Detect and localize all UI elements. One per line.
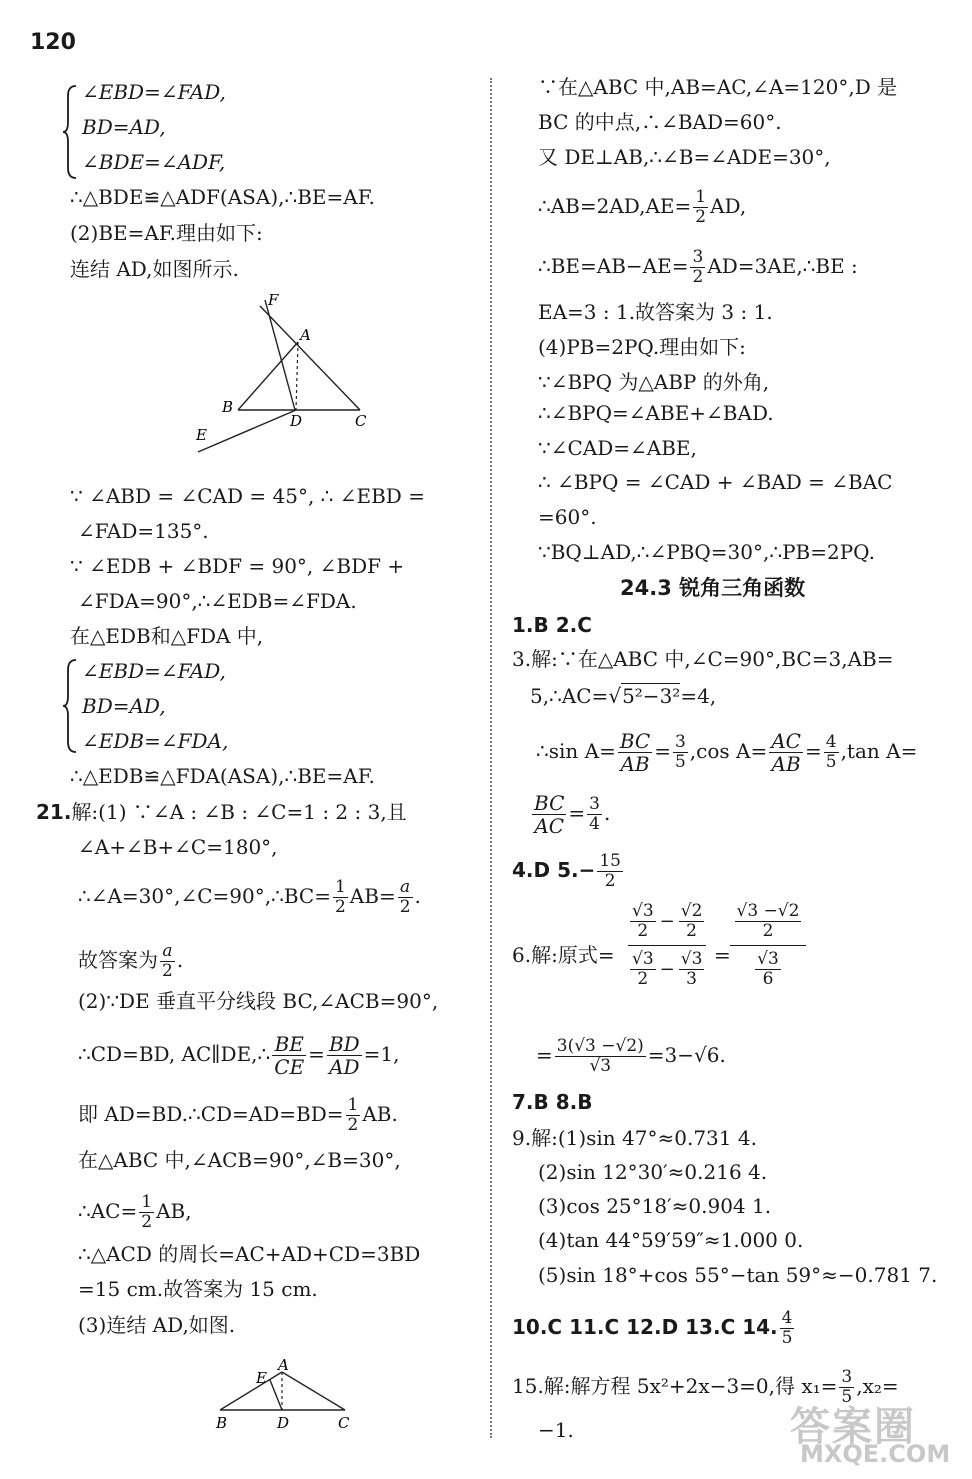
r-line6: EA=3 : 1.故答案为 3 : 1. [538,300,773,324]
frac-bc-ab: $\frac{BC}{AB}$ [619,729,651,776]
frac-q6-final: $\frac{3(√3 -√2)}{√3}$ [556,1036,644,1076]
frac-three-halves: $\frac{3}{2}$ [692,247,704,287]
r-line5: ∴BE=AB−AE= $\frac{3}{2}$ AD=3AE,∴BE : [538,247,858,287]
frac-half-r: $\frac{1}{2}$ [695,187,707,227]
frac-half-2: $\frac{1}{2}$ [347,1095,359,1135]
q21-line4: 故答案为 $\frac{a}{2}$ . [78,941,184,981]
q21-number: 21. [36,800,72,824]
q9-line2: (2)sin 12°30′≈0.216 4. [538,1160,768,1184]
r-line1: ∵在△ABC 中,AB=AC,∠A=120°,D 是 [538,75,898,99]
p2-line-a: ∵ ∠EDB + ∠BDF = 90°, ∠BDF + [70,554,405,578]
fig2-label-E: E [256,1369,267,1387]
in-triangles: 在△EDB和△FDA 中, [70,624,264,648]
brace-1 [62,84,78,180]
answers-4-5: 4.D 5.− $\frac{15}{2}$ [512,851,621,891]
q15-line2: −1. [538,1418,574,1442]
fig2-label-A: A [278,1358,289,1374]
q21-line8: 在△ABC 中,∠ACB=90°,∠B=30°, [78,1148,401,1172]
answers-1-2: 1.B 2.C [512,613,592,637]
q15-line1: 15.解:解方程 5x²+2x−3=0,得 x₁= $\frac{3}{5}$ ,x₂= [512,1367,899,1407]
conclusion-1: ∴△BDE≌△ADF(ASA),∴BE=AF. [70,185,375,209]
fig1-label-C: C [355,412,367,430]
r-line3: 又 DE⊥AB,∴∠B=∠ADE=30°, [538,145,831,169]
frac-four-fifths-14: $\frac{4}{5}$ [781,1308,793,1348]
r-line9: ∴∠BPQ=∠ABE+∠BAD. [538,401,774,425]
frac-a-over-2: $\frac{a}{2}$ [399,877,411,917]
frac-three-fifths: $\frac{3}{5}$ [674,732,686,772]
q6-eq: = [714,943,731,967]
figure-2 [210,1358,360,1433]
q3-line1: 3.解:∵在△ABC 中,∠C=90°,BC=3,AB= [512,647,894,671]
r-line4: ∴AB=2AD,AE= $\frac{1}{2}$ AD, [538,187,747,227]
q21-line1: 21.解:(1) ∵∠A : ∠B : ∠C=1 : 2 : 3,且 [36,800,407,824]
q9-line5: (5)sin 18°+cos 55°−tan 59°≈−0.781 7. [538,1263,938,1287]
q21-line9: ∴AC= $\frac{1}{2}$ AB, [78,1192,192,1232]
r-line10: ∵∠CAD=∠ABE, [538,436,697,460]
fig2-label-B: B [216,1414,228,1432]
s2-line3: ∠EDB=∠FDA, [82,729,229,753]
frac-bd-ad: $\frac{BD}{AD}$ [328,1032,360,1079]
frac-fifteen-halves: $\frac{15}{2}$ [599,851,621,891]
frac-bc-ac: $\frac{BC}{AC}$ [534,791,565,838]
q21-line2: ∠A+∠B+∠C=180°, [78,835,278,859]
r-line13: ∵BQ⊥AD,∴∠PBQ=30°,∴PB=2PQ. [538,540,875,564]
r-line12: =60°. [538,505,597,529]
connect-note: 连结 AD,如图所示. [70,257,239,281]
fig1-label-E: E [196,426,207,444]
q9-line1: 9.解:(1)sin 47°≈0.731 4. [512,1126,757,1150]
q21-line10: ∴△ACD 的周长=AC+AD+CD=3BD [78,1242,421,1266]
fig1-label-B: B [222,398,234,416]
q6-line2: = $\frac{3(√3 -√2)}{√3}$ =3−√6. [536,1036,726,1076]
q6-complex-fraction: √3 2 − $\frac{√2}{2}$ √3 2 − $\frac{√3}{3}$ [628,902,706,989]
figure-1 [190,290,380,460]
q6-label: 6.解:原式= [512,943,615,967]
q6-right-fraction: $\frac{√3 -√2}{2}$ $\frac{√3}{6}$ [730,902,806,989]
watermark-logo: 答案圈 [790,1404,916,1450]
q21-line3: ∴∠A=30°,∠C=90°,∴BC= $\frac{1}{2}$ AB= $\frac{a}{2}$ . [78,877,421,917]
s2-line1: ∠EBD=∠FAD, [82,659,226,683]
q3-line3: ∴sin A= $\frac{BC}{AB}$ = $\frac{3}{5}$ ,cos A= $\frac{AC}{AB}$ = $\frac{4}{5}$ ,tan A= [536,729,918,776]
section-heading: 24.3 锐角三角函数 [620,576,806,600]
q21-line11: =15 cm.故答案为 15 cm. [78,1277,318,1301]
frac-three-fifths-15: $\frac{3}{5}$ [841,1367,853,1407]
frac-half: $\frac{1}{2}$ [334,877,346,917]
p2-line-b: ∠FDA=90°,∴∠EDB=∠FDA. [78,589,357,613]
s1-line2: BD=AD, [82,115,166,139]
p1-line-a: ∵ ∠ABD = ∠CAD = 45°, ∴ ∠EBD = [70,484,425,508]
frac-half-3: $\frac{1}{2}$ [141,1192,153,1232]
q3-line4: $\frac{BC}{AC}$ = $\frac{3}{4}$ . [534,791,611,838]
frac-four-fifths: $\frac{4}{5}$ [825,732,837,772]
frac-a-over-2-b: $\frac{a}{2}$ [162,941,173,981]
p1-line-b: ∠FAD=135°. [78,519,209,543]
part-2-heading: (2)BE=AF.理由如下: [70,221,263,245]
page-number: 120 [30,30,76,55]
fig2-label-D: D [277,1414,290,1432]
s2-line2: BD=AD, [82,694,166,718]
brace-2 [62,658,78,754]
s1-line1: ∠EBD=∠FAD, [82,80,226,104]
r-line7: (4)PB=2PQ.理由如下: [538,335,746,359]
r-line11: ∴ ∠BPQ = ∠CAD + ∠BAD = ∠BAC [538,470,893,494]
q21-line7: 即 AD=BD.∴CD=AD=BD= $\frac{1}{2}$ AB. [78,1095,398,1135]
r-line8: ∵∠BPQ 为△ABP 的外角, [538,370,770,394]
q21-line12: (3)连结 AD,如图. [78,1313,236,1337]
column-divider [490,78,492,1438]
r-line2: BC 的中点,∴∠BAD=60°. [538,110,782,134]
frac-three-quarters: $\frac{3}{4}$ [589,794,600,834]
q9-line3: (3)cos 25°18′≈0.904 1. [538,1194,772,1218]
frac-be-ce: $\frac{BE}{CE}$ [274,1032,305,1079]
q21-line5: (2)∵DE 垂直平分线段 BC,∠ACB=90°, [78,989,439,1013]
q9-line4: (4)tan 44°59′59″≈1.000 0. [538,1228,804,1252]
fig1-label-A: A [300,326,311,344]
answers-10-14: 10.C 11.C 12.D 13.C 14. $\frac{4}{5}$ [512,1308,793,1348]
fig1-label-D: D [290,412,303,430]
conclusion-2: ∴△EDB≌△FDA(ASA),∴BE=AF. [70,764,375,788]
watermark-url: MXQE.COM [800,1440,951,1468]
q21-line6: ∴CD=BD, AC∥DE,∴ $\frac{BE}{CE}$ = $\frac{BD}{AD}$ =1, [78,1032,400,1079]
s1-line3: ∠BDE=∠ADF, [82,150,226,174]
q3-line2: 5,∴AC=√5²−3²=4, [530,684,717,708]
frac-ac-ab: $\frac{AC}{AB}$ [771,729,801,776]
fig1-label-F: F [268,291,279,309]
fig2-label-C: C [338,1414,350,1432]
answers-7-8: 7.B 8.B [512,1090,593,1114]
